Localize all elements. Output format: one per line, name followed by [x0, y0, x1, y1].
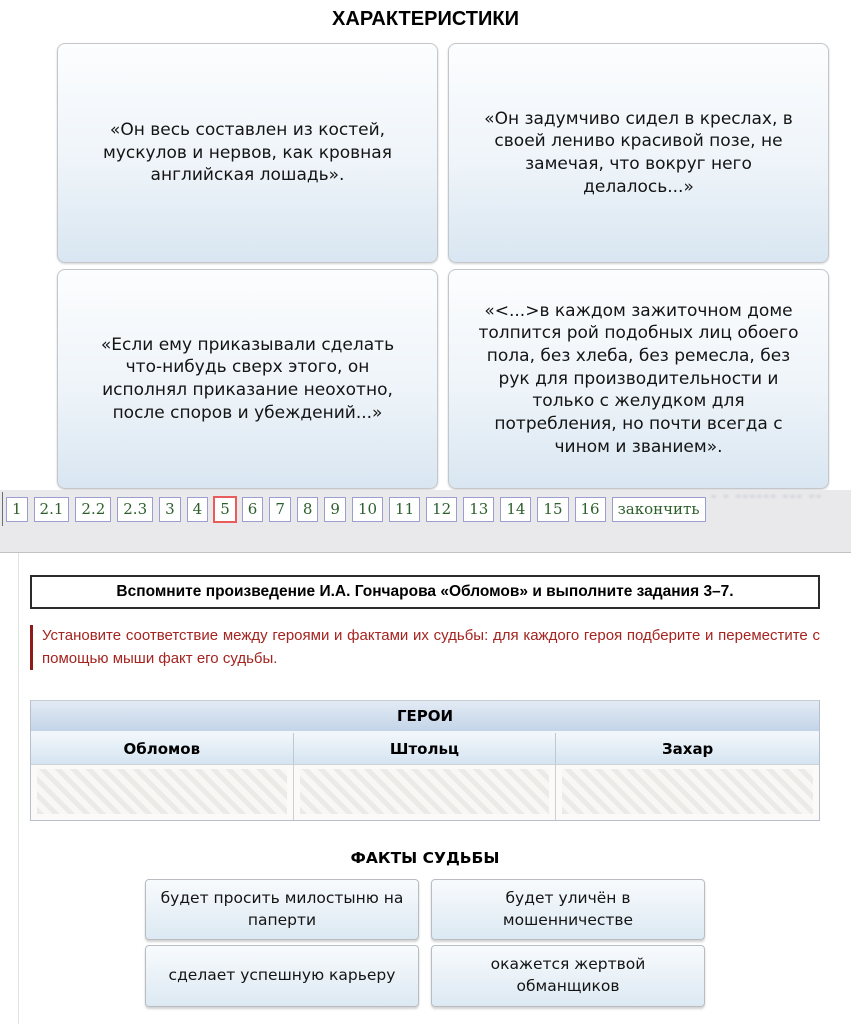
tab-question-14[interactable]: 14	[500, 497, 531, 522]
tab-question-4[interactable]: 4	[187, 497, 209, 522]
panel-edge-line	[2, 492, 3, 526]
task-header: Вспомните произведение И.А. Гончарова «Обломов» и выполните задания 3–7.	[30, 575, 820, 609]
watermark: – – –––––– ––– ––	[711, 491, 823, 502]
tab-question-16[interactable]: 16	[575, 497, 606, 522]
fact-text: будет уличён в мошенничестве	[502, 889, 634, 929]
heroes-table	[30, 700, 820, 821]
characteristics-title: ХАРАКТЕРИСТИКИ	[332, 8, 519, 30]
quote-grid	[57, 43, 829, 489]
tab-question-15[interactable]: 15	[537, 497, 568, 522]
tab-question-1[interactable]: 1	[6, 497, 28, 522]
tab-question-2-1[interactable]: 2.1	[34, 497, 70, 522]
drop-zone-stolz[interactable]	[294, 765, 557, 820]
task-instruction: Установите соответствие между героями и фактами их судьбы: для каждого героя подберите и переместите с помощью мыши факт его судьбы.	[30, 625, 820, 670]
facts-grid	[30, 879, 820, 1007]
hatch-pattern	[37, 769, 287, 814]
drop-zone-zakhar[interactable]	[556, 765, 819, 820]
heroes-columns	[31, 733, 819, 764]
tab-question-2-2[interactable]: 2.2	[75, 497, 111, 522]
tab-question-8[interactable]: 8	[297, 497, 319, 522]
fact-card-victim[interactable]	[431, 945, 705, 1006]
tab-question-2-3[interactable]: 2.3	[117, 497, 153, 522]
content-edge-line	[18, 553, 19, 1024]
drop-row	[31, 764, 819, 820]
quote-card	[448, 43, 829, 263]
characteristics-section	[0, 0, 851, 490]
tab-question-5-active[interactable]: 5	[213, 496, 237, 523]
hero-column-stolz: Штольц	[294, 733, 557, 764]
quote-text: «<...>в каждом зажиточном доме толпится рой подобных лиц обоего пола, без хлеба, без ремесла, без рук для производительности и только с желудком для потребления, но почти всегда с чином и званием».	[478, 300, 799, 457]
fact-text: сделает успешную карьеру	[168, 966, 396, 985]
quote-text: «Он весь составлен из костей, мускулов и нервов, как кровная английская лошадь».	[103, 120, 392, 186]
quote-card	[57, 269, 438, 489]
tab-question-6[interactable]: 6	[242, 497, 264, 522]
heroes-table-title: ГЕРОИ	[31, 701, 819, 733]
tab-question-9[interactable]: 9	[324, 497, 346, 522]
tab-question-12[interactable]: 12	[426, 497, 457, 522]
quote-text: «Если ему приказывали сделать что-нибудь сверх этого, он исполнял приказание неохотно, после споров и убеждений...»	[100, 334, 395, 423]
quiz-section	[0, 490, 851, 1024]
fact-card-career[interactable]	[145, 945, 419, 1006]
tab-question-10[interactable]: 10	[352, 497, 383, 522]
hero-column-oblomov: Обломов	[31, 733, 294, 764]
tab-question-7[interactable]: 7	[269, 497, 291, 522]
quote-text: «Он задумчиво сидел в креслах, в своей лениво красивой позе, не замечая, что вокруг него делалось...»	[484, 108, 793, 197]
fact-text: окажется жертвой обманщиков	[490, 955, 646, 996]
hatch-pattern	[562, 769, 813, 814]
finish-button[interactable]: закончить	[612, 497, 706, 522]
tab-question-13[interactable]: 13	[463, 497, 494, 522]
tab-question-3[interactable]: 3	[159, 497, 181, 522]
hero-column-zakhar: Захар	[556, 733, 819, 764]
task-content	[0, 553, 851, 1024]
facts-title: ФАКТЫ СУДЬБЫ	[350, 849, 500, 867]
tab-question-11[interactable]: 11	[389, 497, 420, 522]
quote-card	[448, 269, 829, 489]
drop-zone-oblomov[interactable]	[31, 765, 294, 820]
quote-card	[57, 43, 438, 263]
fact-text: будет просить милостыню на паперти	[160, 889, 404, 929]
fact-card-fraud[interactable]	[431, 879, 705, 940]
fact-card-beggar[interactable]	[145, 879, 419, 940]
hatch-pattern	[300, 769, 550, 814]
